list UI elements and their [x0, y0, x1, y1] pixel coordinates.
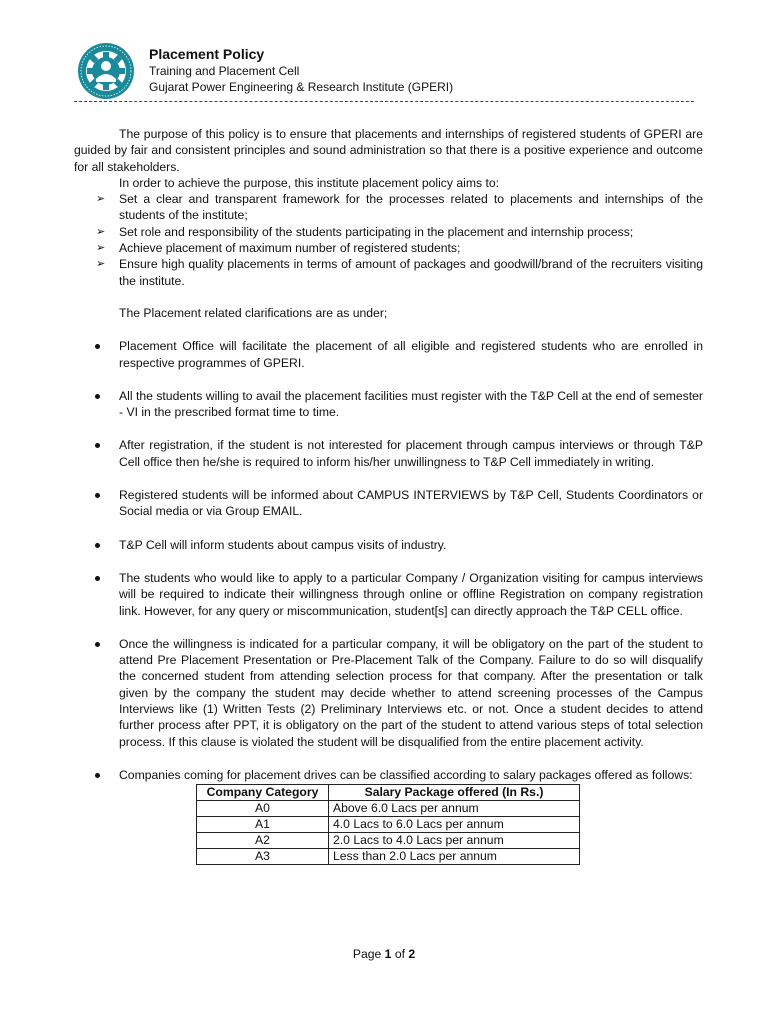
- policy-point: [74, 636, 703, 750]
- bullet-icon: [95, 493, 100, 498]
- table-row: [197, 849, 580, 865]
- cell-name: Training and Placement Cell: [149, 64, 300, 78]
- total-pages: 2: [408, 947, 416, 961]
- aim-item: [74, 224, 703, 240]
- policy-point-text: After registration, if the student is not interested for placement through campus interviews or through T&P Cell office then he/she is required to inform his/her unwillingness to T&P Cell immediately in writing.: [119, 438, 703, 469]
- aim-text: Set a clear and transparent framework for the processes related to placements and internships of the students of the institute;: [119, 192, 703, 223]
- letterhead-text: [149, 46, 453, 95]
- page-title: Placement Policy: [149, 46, 265, 62]
- policy-point-text: The students who would like to apply to a particular Company / Organization visiting for campus interviews will be required to indicate their willingness through online or offline Registration on company registration link. However, for any query or miscommunication, student[s] can directly approach the T&P CELL office.: [119, 570, 703, 618]
- policy-point: [74, 388, 703, 421]
- aims-intro: In order to achieve the purpose, this institute placement policy aims to:: [119, 175, 500, 190]
- policy-point-text: Once the willingness is indicated for a particular company, it will be obligatory on the part of the student to attend Pre Placement Presentation or Pre-Placement Talk of the Company. Failure to do so will disqualify the concerned student from attending selection process for that company. After the presentation or talk given by the company the student may decide whether to attend screening processes of the Campus Interviews like (1) Written Tests (2) Preliminary Interviews etc. or not. Once a student decides to attend further process after PPT, it is obligatory on the part of the student to attend various steps of total selection process. If this clause is violated the student will be disqualified from the entire placement activity.: [119, 636, 703, 749]
- aim-item: [74, 256, 703, 289]
- institute-name: Gujarat Power Engineering & Research Institute (GPERI): [149, 80, 454, 94]
- policy-point: [74, 437, 703, 470]
- policy-points: [74, 338, 703, 783]
- policy-point: [74, 487, 703, 520]
- table-row: [197, 801, 580, 817]
- clarifications-heading: The Placement related clarifications are as under;: [119, 305, 388, 320]
- policy-point: [74, 537, 703, 553]
- table-row: [197, 833, 580, 849]
- bullet-icon: [95, 543, 100, 548]
- page-label: Page: [352, 947, 385, 961]
- document-body: [74, 126, 703, 865]
- aim-text: Achieve placement of maximum number of registered students;: [119, 241, 461, 256]
- current-page: 1: [384, 947, 392, 961]
- aims-list: [74, 191, 703, 289]
- policy-point: [74, 767, 703, 783]
- arrow-bullet-icon: ➢: [96, 242, 106, 255]
- package-cell: 2.0 Lacs to 4.0 Lacs per annum: [329, 833, 580, 849]
- policy-point: [74, 338, 703, 371]
- category-cell: A3: [197, 849, 329, 865]
- purpose-paragraph: The purpose of this policy is to ensure that placements and internships of registered students of GPERI are guided by fair and consistent principles and sound administration so that there is a positive experience and outcome for all stakeholders.: [74, 127, 703, 174]
- bullet-icon: [95, 443, 100, 448]
- package-cell: Above 6.0 Lacs per annum: [329, 801, 580, 817]
- table-header-row: [197, 785, 580, 801]
- package-cell: Less than 2.0 Lacs per annum: [329, 849, 580, 865]
- salary-category-table: [196, 784, 580, 865]
- bullet-icon: [95, 344, 100, 349]
- policy-point-text: Registered students will be informed about CAMPUS INTERVIEWS by T&P Cell, Students Coordinators or Social media or via Group EMAIL.: [119, 488, 703, 519]
- letterhead: [76, 40, 696, 100]
- policy-point-text: Placement Office will facilitate the placement of all eligible and registered students who are enrolled in respective programmes of GPERI.: [119, 339, 703, 370]
- policy-point-text: All the students willing to avail the placement facilities must register with the T&P Cell at the end of semester - VI in the prescribed format time to time.: [119, 388, 703, 420]
- policy-point-text: T&P Cell will inform students about campus visits of industry.: [119, 537, 447, 552]
- header-divider: [74, 101, 694, 102]
- policy-point: [74, 570, 703, 619]
- page-number: [0, 947, 768, 961]
- category-cell: A2: [197, 833, 329, 849]
- aim-text: Ensure high quality placements in terms of amount of packages and goodwill/brand of the recruiters visiting the institute.: [119, 257, 703, 288]
- aim-text: Set role and responsibility of the students participating in the placement and internship process;: [119, 224, 634, 239]
- bullet-icon: [95, 642, 100, 647]
- category-cell: A0: [197, 801, 329, 817]
- aim-item: [74, 240, 703, 256]
- arrow-bullet-icon: ➢: [96, 193, 106, 206]
- bullet-icon: [95, 394, 100, 399]
- arrow-bullet-icon: ➢: [96, 258, 106, 271]
- table-row: [197, 817, 580, 833]
- gperi-logo-icon: [76, 41, 136, 101]
- column-header: Company Category: [197, 785, 329, 801]
- policy-point-text: Companies coming for placement drives can be classified according to salary packages offered as follows:: [119, 767, 693, 782]
- category-cell: A1: [197, 817, 329, 833]
- aim-item: [74, 191, 703, 224]
- bullet-icon: [95, 773, 100, 778]
- bullet-icon: [95, 576, 100, 581]
- column-header: Salary Package offered (In Rs.): [329, 785, 580, 801]
- page-of-label: of: [391, 947, 409, 961]
- package-cell: 4.0 Lacs to 6.0 Lacs per annum: [329, 817, 580, 833]
- arrow-bullet-icon: ➢: [96, 225, 106, 238]
